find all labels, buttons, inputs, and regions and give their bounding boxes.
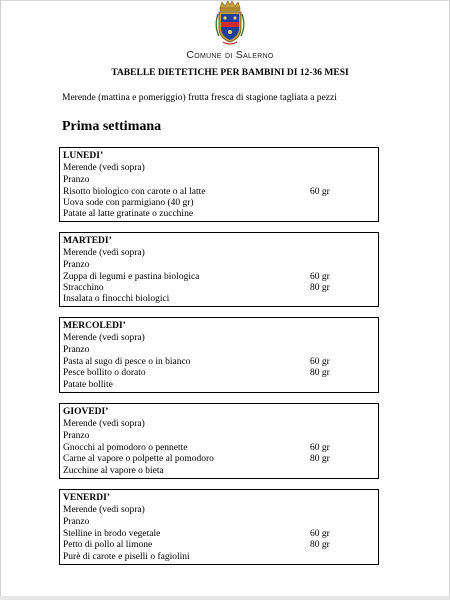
menu-item: Merende (vedi sopra) [63, 419, 145, 429]
menu-item-quantity: 60 gr [310, 529, 330, 539]
day-name: MERCOLEDI’ [63, 321, 126, 331]
menu-item: Pranzo [63, 431, 90, 441]
menu-item: Insalata o finocchi biologici [63, 294, 170, 304]
menu-item: Uova sode con parmigiano (40 gr) [63, 198, 194, 208]
day-box-mercoledi [59, 317, 379, 393]
menu-item-quantity: 80 gr [310, 368, 330, 378]
menu-item: Risotto biologico con carote o al latte [63, 187, 206, 197]
day-box-giovedi [59, 403, 379, 479]
menu-item: Pranzo [63, 260, 90, 270]
menu-item-quantity: 60 gr [310, 357, 330, 367]
document-title: TABELLE DIETETICHE PER BAMBINI DI 12-36 MESI [111, 68, 349, 78]
day-box-lunedi [59, 147, 379, 222]
day-box-martedi [59, 232, 379, 307]
menu-item: Pranzo [63, 175, 90, 185]
menu-item: Stelline in brodo vegetale [63, 529, 161, 539]
menu-item: Pasta al sugo di pesce o in bianco [63, 357, 191, 367]
menu-item: Petto di pollo al limone [63, 540, 153, 550]
municipality-name: Comune di Salerno [186, 49, 274, 61]
menu-item: Carne al vapore o polpette al pomodoro [63, 454, 214, 464]
menu-item-quantity: 80 gr [310, 540, 330, 550]
day-name: LUNEDI’ [63, 151, 104, 161]
day-name: MARTEDI’ [63, 236, 112, 246]
menu-item-quantity: 60 gr [310, 443, 330, 453]
menu-item: Patate al latte gratinate o zucchine [63, 209, 194, 219]
coat-of-arms-icon [213, 0, 247, 46]
menu-item: Gnocchi al pomodoro o pennette [63, 443, 188, 453]
menu-item: Stracchino [63, 283, 104, 293]
menu-item: Patate bollite [63, 380, 113, 390]
menu-item: Pranzo [63, 517, 90, 527]
menu-item: Pesce bollito o dorato [63, 368, 146, 378]
week-title: Prima settimana [62, 119, 162, 134]
menu-item-quantity: 60 gr [310, 187, 330, 197]
menu-item: Purè di carote e piselli o fagiolini [63, 552, 190, 562]
menu-item-quantity: 60 gr [310, 272, 330, 282]
menu-item: Merende (vedi sopra) [63, 248, 145, 258]
menu-item: Pranzo [63, 345, 90, 355]
day-name: GIOVEDI’ [63, 407, 109, 417]
menu-item: Merende (vedi sopra) [63, 505, 145, 515]
menu-item: Merende (vedi sopra) [63, 163, 145, 173]
menu-item: Merende (vedi sopra) [63, 333, 145, 343]
day-box-venerdi [59, 489, 379, 565]
page-bottom-edge [0, 596, 450, 600]
page-left-edge [0, 0, 1, 600]
day-name: VENERDI’ [63, 493, 110, 503]
menu-item-quantity: 80 gr [310, 454, 330, 464]
intro-text: Merende (mattina e pomeriggio) frutta fresca di stagione tagliata a pezzi [62, 93, 337, 103]
menu-item-quantity: 80 gr [310, 283, 330, 293]
menu-item: Zuppa di legumi e pastina biologica [63, 272, 200, 282]
menu-item: Zucchine al vapore o bieta [63, 466, 164, 476]
